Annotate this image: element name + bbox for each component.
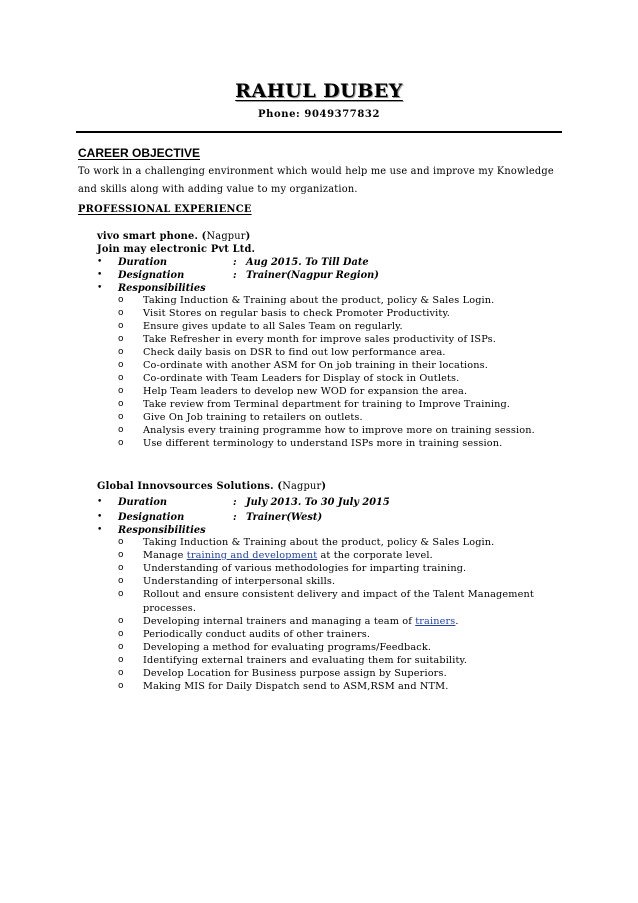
duration-value: Aug 2015. To Till Date: [246, 257, 369, 268]
job-company: Global Innovsources Solutions. (Nagpur): [97, 481, 327, 492]
colon: :: [233, 270, 237, 281]
list-marker: o: [118, 550, 124, 560]
candidate-name: RAHUL DUBEY: [235, 80, 403, 102]
career-objective-line: To work in a challenging environment which would help me use and improve my Knowledge: [78, 166, 554, 177]
list-marker: o: [118, 629, 124, 639]
list-marker: o: [118, 321, 124, 331]
duration-value: July 2013. To 30 July 2015: [246, 497, 390, 508]
list-marker: o: [118, 360, 124, 370]
list-marker: o: [118, 576, 124, 586]
list-marker: o: [118, 412, 124, 422]
career-objective-text: [78, 163, 568, 198]
duration-label: Duration: [118, 257, 168, 268]
professional-experience-heading: PROFESSIONAL EXPERIENCE: [78, 204, 252, 215]
list-marker: o: [118, 438, 124, 448]
list-marker: o: [118, 655, 124, 665]
colon: :: [233, 512, 237, 523]
list-item: Rollout and ensure consistent delivery and impact of the Talent Management processes.: [143, 589, 534, 614]
list-item: Develop Location for Business purpose assign by Superiors.: [143, 668, 447, 679]
duration-label: Duration: [118, 497, 168, 508]
list-item: Taking Induction & Training about the product, policy & Sales Login.: [143, 295, 495, 306]
career-objective-line: and skills along with adding value to my organization.: [78, 183, 358, 195]
job-company: vivo smart phone. (Nagpur): [97, 231, 251, 242]
colon: :: [233, 497, 237, 508]
list-marker: o: [118, 537, 124, 547]
list-marker: o: [118, 563, 124, 573]
list-item: Manage training and development at the corporate level.: [143, 550, 433, 561]
list-marker: o: [118, 616, 124, 626]
list-item: Developing a method for evaluating programs/Feedback.: [143, 642, 432, 653]
list-marker: o: [118, 386, 124, 396]
list-item: Use different terminology to understand ISPs more in training session.: [143, 438, 503, 449]
bullet: •: [97, 283, 103, 293]
list-item: Check daily basis on DSR to find out low performance area.: [143, 347, 446, 358]
list-marker: o: [118, 295, 124, 305]
list-marker: o: [118, 668, 124, 678]
list-item: Visit Stores on regular basis to check Promoter Productivity.: [143, 308, 451, 319]
list-marker: o: [118, 589, 124, 599]
list-marker: o: [118, 425, 124, 435]
list-marker: o: [118, 308, 124, 318]
job-employer: Join may electronic Pvt Ltd.: [97, 244, 256, 255]
list-item: Periodically conduct audits of other trainers.: [143, 629, 371, 640]
bullet: •: [97, 257, 103, 267]
list-item: Developing internal trainers and managing a team of trainers.: [143, 616, 459, 627]
list-marker: o: [118, 334, 124, 344]
designation-label: Designation: [118, 270, 185, 281]
phone-number: Phone: 9049377832: [257, 109, 381, 120]
list-item: Co-ordinate with another ASM for On job training in their locations.: [143, 360, 488, 371]
list-item: Identifying external trainers and evaluating them for suitability.: [143, 655, 468, 666]
responsibilities-label: Responsibilities: [118, 283, 206, 294]
list-item: Understanding of various methodologies for imparting training.: [143, 563, 467, 574]
list-item: Taking Induction & Training about the product, policy & Sales Login.: [143, 537, 495, 548]
career-objective-heading: CAREER OBJECTIVE: [78, 146, 201, 160]
responsibilities-label: Responsibilities: [118, 525, 206, 536]
trainers-link[interactable]: trainers: [415, 616, 456, 627]
colon: :: [233, 257, 237, 268]
list-item: Co-ordinate with Team Leaders for Display of stock in Outlets.: [143, 373, 460, 384]
list-item: Ensure gives update to all Sales Team on regularly.: [143, 321, 403, 332]
bullet: •: [97, 512, 103, 522]
header-divider: [76, 131, 562, 133]
list-item: Take review from Terminal department for training to Improve Training.: [143, 399, 511, 410]
bullet: •: [97, 497, 103, 507]
bullet: •: [97, 525, 103, 535]
list-item: Take Refresher in every month for improve sales productivity of ISPs.: [143, 334, 496, 345]
list-item: Analysis every training programme how to improve more on training session.: [143, 425, 535, 436]
list-marker: o: [118, 373, 124, 383]
list-item: Help Team leaders to develop new WOD for expansion the area.: [143, 386, 468, 397]
training-and-development-link[interactable]: training and development: [186, 550, 318, 561]
list-marker: o: [118, 347, 124, 357]
list-marker: o: [118, 642, 124, 652]
designation-label: Designation: [118, 512, 185, 523]
list-item: Give On Job training to retailers on outlets.: [143, 412, 363, 423]
list-marker: o: [118, 399, 124, 409]
bullet: •: [97, 270, 103, 280]
list-item: Understanding of interpersonal skills.: [143, 576, 336, 587]
designation-value: Trainer(Nagpur Region): [246, 270, 379, 281]
designation-value: Trainer(West): [246, 512, 323, 523]
list-marker: o: [118, 681, 124, 691]
list-item: Making MIS for Daily Dispatch send to ASM,RSM and NTM.: [143, 681, 449, 692]
